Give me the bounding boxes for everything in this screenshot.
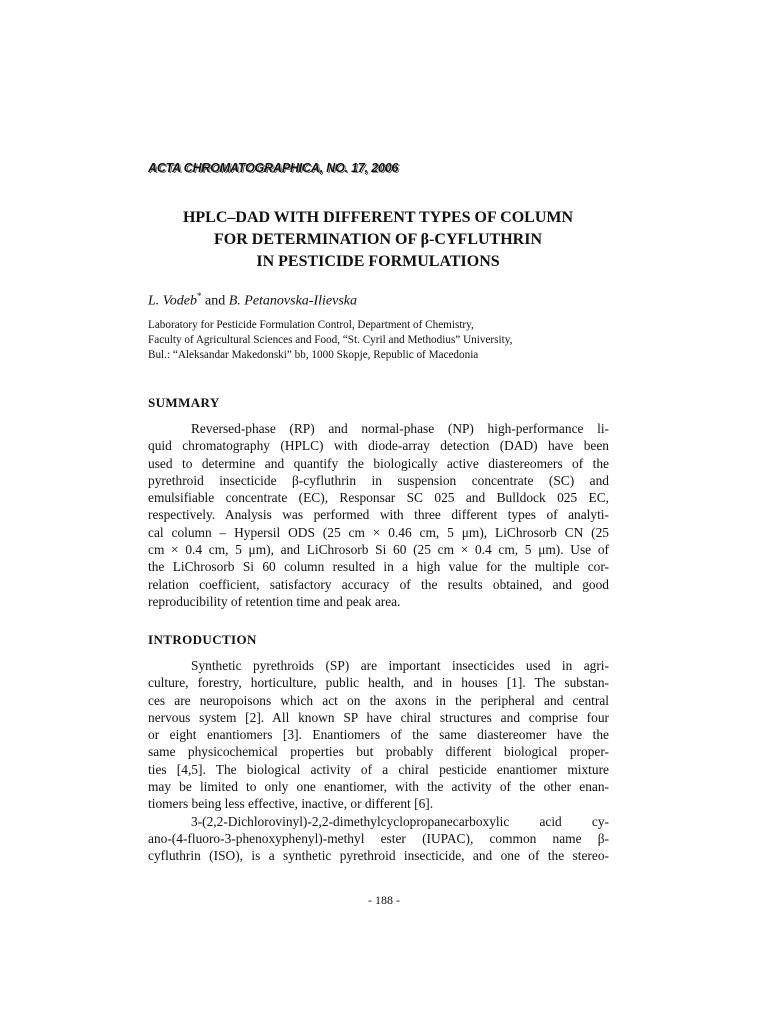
author-line: [148, 291, 357, 310]
text-line: reproducibility of retention time and peak area.: [148, 593, 401, 609]
summary-heading: SUMMARY: [148, 395, 220, 410]
text-line: emulsifiable concentrate (EC), Responsar SC 025 and Bulldock 025 EC,: [148, 490, 609, 506]
text-line: Synthetic pyrethroids (SP) are important insecticides used in agri-: [191, 658, 609, 673]
text-line: culture, forestry, horticulture, public health, and in houses [1]. The substan-: [148, 675, 609, 691]
text-line: respectively. Analysis was performed with three different types of analyti-: [148, 507, 609, 523]
affiliation-line: Laboratory for Pesticide Formulation Control, Department of Chemistry,: [148, 319, 474, 331]
text-line: cm × 0.4 cm, 5 μm), and LiChrosorb Si 60 (25 cm × 0.4 cm, 5 μm). Use of: [148, 542, 609, 558]
introduction-heading: INTRODUCTION: [148, 632, 257, 647]
text-line: the LiChrosorb Si 60 column resulted in a high value for the multiple cor-: [148, 559, 609, 575]
affiliation: [148, 318, 512, 363]
journal-header: ACTA CHROMATOGRAPHICA, NO. 17, 2006: [148, 161, 399, 175]
text-line: Reversed-phase (RP) and normal-phase (NP) high-performance li-: [191, 421, 609, 436]
text-line: ano-(4-fluoro-3-phenoxyphenyl)-methyl ester (IUPAC), common name β-: [148, 830, 609, 846]
text-line: nervous system [2]. All known SP have chiral structures and comprise four: [148, 709, 609, 725]
text-line: or eight enantiomers [3]. Enantiomers of the same diastereomer have the: [148, 727, 609, 743]
text-line: cyfluthrin (ISO), is a synthetic pyrethroid insecticide, and one of the stereo-: [148, 848, 609, 864]
author-conjunction: and: [201, 293, 229, 309]
text-line: tiomers being less effective, inactive, or different [6].: [148, 796, 434, 812]
author-name: L. Vodeb: [148, 293, 197, 309]
author-name: B. Petanovska-Ilievska: [228, 293, 357, 309]
title-line: HPLC–DAD WITH DIFFERENT TYPES OF COLUMN: [182, 209, 574, 226]
text-line: quid chromatography (HPLC) with diode-array detection (DAD) have been: [148, 438, 609, 454]
article-title: [148, 207, 608, 273]
summary-paragraph: [148, 420, 609, 610]
text-line: cal column – Hypersil ODS (25 cm × 0.46 cm, 5 μm), LiChrosorb CN (25: [148, 524, 609, 540]
text-line: same physicochemical properties but probably different biological proper-: [148, 744, 609, 760]
text-line: used to determine and quantify the biologically active diastereomers of the: [148, 455, 609, 471]
affiliation-line: Faculty of Agricultural Sciences and Food, “St. Cyril and Methodius” University,: [148, 334, 513, 346]
corresponding-author-mark: *: [197, 291, 202, 301]
text-line: relation coefficient, satisfactory accuracy of the results obtained, and good: [148, 576, 609, 592]
title-line: FOR DETERMINATION OF β-CYFLUTHRIN: [214, 231, 542, 248]
text-line: ties [4,5]. The biological activity of a chiral pesticide enantiomer mixture: [148, 761, 609, 777]
text-line: may be limited to only one enantiomer, with the activity of the other enan-: [148, 779, 609, 795]
text-line: pyrethroid insecticide β-cyfluthrin in suspension concentrate (SC) and: [148, 472, 609, 488]
title-line: IN PESTICIDE FORMULATIONS: [256, 253, 500, 270]
text-line: 3-(2,2-Dichlorovinyl)-2,2-dimethylcyclopropanecarboxylic acid cy-: [191, 813, 609, 829]
introduction-paragraph: [148, 657, 609, 865]
page-number: - 188 -: [368, 893, 400, 907]
text-line: ces are neuropoisons which act on the axons in the peripheral and central: [148, 692, 609, 708]
affiliation-line: Bul.: “Aleksandar Makedonski” bb, 1000 Skopje, Republic of Macedonia: [148, 349, 479, 361]
